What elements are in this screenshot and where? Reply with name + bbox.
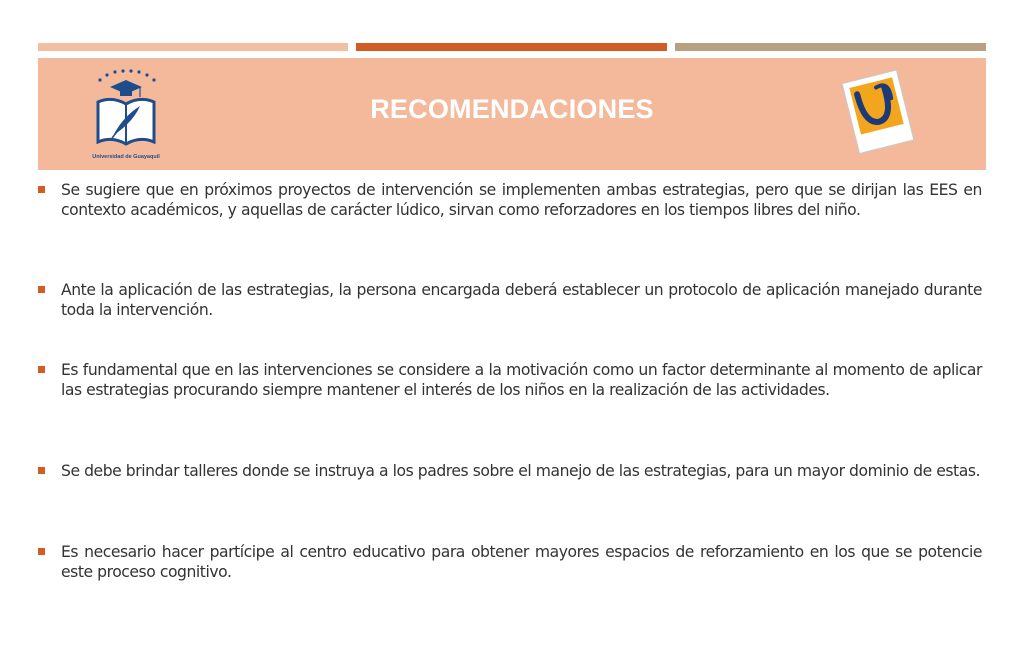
top-bar-light <box>38 43 348 51</box>
list-item <box>38 360 982 400</box>
list-item <box>38 280 982 320</box>
list-item <box>38 542 982 582</box>
list-item <box>38 461 982 481</box>
square-bullet-icon <box>38 548 45 555</box>
page-title: RECOMENDACIONES <box>370 94 654 124</box>
list-item-text: Es fundamental que en las intervenciones se considere a la motivación como un factor determinante al momento de aplicar las estrategias procurando siempre mantener el interés de los niños en la realización de las actividades. <box>61 361 982 399</box>
list-item-text: Es necesario hacer partícipe al centro educativo para obtener mayores espacios de reforzamiento en los que se potencie este proceso cognitivo. <box>61 543 982 581</box>
top-bar-accent <box>356 43 667 51</box>
square-bullet-icon <box>38 186 45 193</box>
square-bullet-icon <box>38 286 45 293</box>
list-item-text: Se debe brindar talleres donde se instruya a los padres sobre el manejo de las estrategias, para un mayor dominio de estas. <box>61 462 981 480</box>
square-bullet-icon <box>38 467 45 474</box>
square-bullet-icon <box>38 366 45 373</box>
list-item-text: Ante la aplicación de las estrategias, la persona encargada deberá establecer un protocolo de aplicación manejado durante toda la intervención. <box>61 281 982 319</box>
top-bar-tan <box>675 43 986 51</box>
title-header <box>38 58 986 170</box>
list-item-text: Se sugiere que en próximos proyectos de intervención se implementen ambas estrategias, pero que se dirijan las EES en contexto académicos, y aquellas de carácter lúdico, sirvan como reforzadores en los tiempos libres del niño. <box>61 181 982 219</box>
logo-caption: Universidad de Guayaquil <box>92 154 160 160</box>
institution-logo <box>838 66 916 158</box>
photo-card-logo-icon <box>838 66 916 158</box>
list-item <box>38 180 982 220</box>
